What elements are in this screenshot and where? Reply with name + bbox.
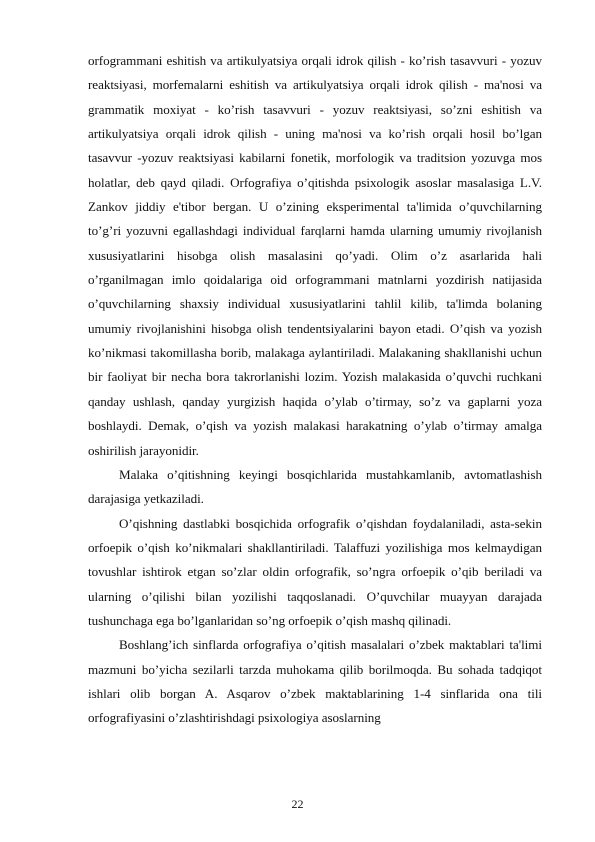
paragraph-2: Malaka o’qitishning keyingi bosqichlarida mustahkamlanib, avtomatlashish darajasiga yetkaziladi. — [88, 466, 542, 507]
page-number: 22 — [291, 797, 304, 811]
paragraph-1: orfogrammani eshitish va artikulyatsiya orqali idrok qilish - ko’rish tasavvuri - yozuv reaktsiyasi, morfemalarni eshitish va artikulyatsiya orqali idrok qilish - ma'nosi va grammatik moxiyat - ko’rish tasavvuri - yozuv reaktsiyasi, so’zni eshitish va artikulyatsiya orqali idrok qilish - uning ma'nosi va ko’rish orqali hosil bo’lgan tasavvur -yozuv reaktsiyasi kabilarni fonetik, morfologik va traditsion yozuvga mos holatlar, deb qayd qiladi. Orfografiya o’qitishda psixologik asoslar masalasiga L.V. Zankov jiddiy e'tibor bergan. U o’zining eksperimental ta'limida o’quvchilarning to’g’ri yozuvni egallashdagi individual farqlarni hamda ularning umumiy rivojlanish xususiyatlarini hisobga olish masalasini qo’yadi. Olim o’z asarlarida hali o’rganilmagan imlo qoidalariga oid orfogrammani matnlarni yozdirish natijasida o’quvchilarning shaxsiy individual xususiyatlarini tahlil kilib, ta'limda bolaning umumiy rivojlanishini hisobga olish tendentsiyalarini bayon etadi. O’qish va yozish ko’nikmasi takomillasha borib, malakaga aylantiriladi. Malakaning shakllanishi uchun bir faoliyat bir necha bora takrorlanishi lozim. Yozish malakasida o’quvchi ruchkani qanday ushlash, qanday yurgizish haqida o’ylab o’tirmay, so’z va gaplarni yoza boshlaydi. Demak, o’qish va yozish malakasi harakatning o’ylab o’tirmay amalga oshirilish jarayonidir. — [88, 53, 542, 458]
paragraph-4: Boshlang’ich sinflarda orfografiya o’qitish masalalari o’zbek maktablari ta'limi mazmuni bo’yicha sezilarli tarzda muhokama qilib borilmoqda. Bu sohada tadqiqot ishlari olib borgan A. Asqarov o’zbek maktablarining 1-4 sinflarida ona tili orfografiyasini o’zlashtirishdagi psixologiya asoslarning — [88, 637, 542, 726]
paragraph-3: O’qishning dastlabki bosqichida orfografik o’qishdan foydalaniladi, asta-sekin orfoepik o’qish ko’nikmalari shakllantiriladi. Talaffuzi yozilishiga mos kelmaydigan tovushlar ishtirok etgan so’zlar oldin orfografik, so’ngra orfoepik o’qib beriladi va ularning o’qilishi bilan yozilishi taqqoslanadi. O’quvchilar muayyan darajada tushunchaga ega bo’lganlaridan so’ng orfoepik o’qish mashq qilinadi. — [88, 515, 542, 628]
body-text — [88, 49, 542, 731]
